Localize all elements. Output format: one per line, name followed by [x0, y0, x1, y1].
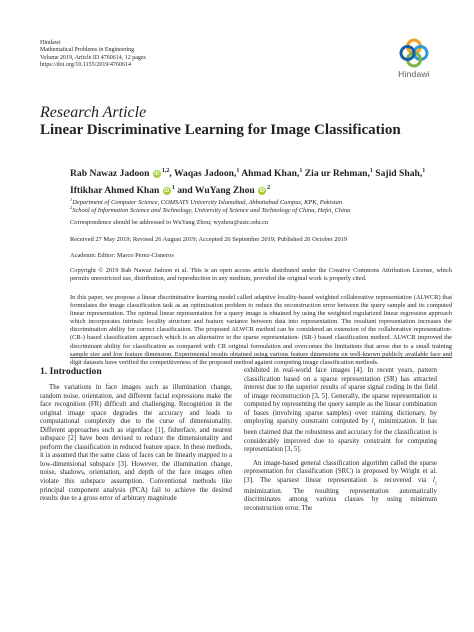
- author-affiliation-sup: 1: [369, 168, 373, 174]
- paragraph-text: minimization. It has been claimed that the robustness and accuracy for the classification is considerably improved due to sparsity constraint for computing representation [3, 5].: [244, 418, 437, 454]
- math-symbol: l: [371, 418, 374, 426]
- volume-line: Volume 2019, Article ID 4760614, 12 pages: [40, 54, 146, 61]
- doi-link[interactable]: https://doi.org/10.1155/2019/4760614: [40, 62, 132, 69]
- author-affiliation-sup: 1: [422, 168, 426, 174]
- hindawi-logo-icon: [399, 38, 429, 68]
- journal-header: [40, 40, 146, 70]
- hindawi-logo: [393, 38, 435, 79]
- author-line-1: Rab Nawaz Jadoon iD $^{1,2}$, Waqas Jadoon,$^1$ Ahmad Khan,$^1$ Zia ur Rehman,$^1$ Sajid Shah,$^1$: [70, 168, 426, 180]
- left-column-paragraph: The variations in face images such as illumination change, random noise, orientation, and different facial expressions make the face recognition (FR) difficult and challenging. Recognition in the original image space degrades the accuracy and leads to computational complexity due to the curse of dimensionality. Different approaches such as eigenface [1], fisherface, and nearest subspace [2] have been devised to reduce the dimensionality and perform the classification in reduced feature space. In these methods, it is assumed that the same class of faces can be linearly mapped to a low-dimensional subspace [3]. However, the illumination change, noise, shadows, orientation, and depth of the face images often violate this subspace assumption. Conventional methods like principal component analysis (PCA) fail to achieve the desired results due to a gross error of arbitrary magnitude: [40, 384, 232, 503]
- author-name[interactable]: Iftikhar Ahmed Khan: [70, 185, 160, 197]
- affiliation-number: 2: [70, 205, 73, 210]
- author-name[interactable]: Rab Nawaz Jadoon: [70, 168, 150, 180]
- article-title: Linear Discriminative Learning for Image Classification: [40, 122, 401, 138]
- right-column-paragraph-1: [244, 367, 437, 455]
- math-symbol: l: [432, 476, 435, 484]
- affiliation-text: Department of Computer Science, COMSATS University Islamabad, Abbottabad Campus, KPK, Pakistan: [72, 199, 343, 207]
- correspondence: Correspondence should be addressed to WuYang Zhou; wyzhou@ustc.edu.cn: [70, 219, 269, 226]
- author-affiliation-sup: 1: [171, 185, 175, 192]
- right-column: [244, 367, 437, 514]
- paragraph-text: exhibited in real-world face images [4]. In recent years, pattern classification based on a sparse representation (SR) has attracted interest due to the superior results of sparse signal coding in the field of image reconstruction [3, 5]. Generally, the sparse representation is computed by representing the query sample as the linear combination of bases (involving sparse samples) over training dictionary, by employing sparsity constraint computed by: [244, 367, 437, 426]
- math-subscript: 1: [373, 421, 376, 427]
- journal-name: Mathematical Problems in Engineering: [40, 47, 135, 54]
- author-affiliation-sup: 1: [299, 168, 303, 174]
- hindawi-logo-text: Hindawi: [398, 69, 430, 79]
- section-heading: 1. Introduction: [40, 366, 102, 377]
- orcid-icon[interactable]: iD: [164, 188, 170, 195]
- author-name[interactable]: Ahmad Khan,: [241, 168, 300, 180]
- publisher-name: Hindawi: [40, 40, 61, 46]
- paragraph-text: An image-based general classification algorithm called the sparse representation for classification (SRC) is proposed by Wright et al. [3]. The sparsest linear representation is recovered via: [244, 459, 437, 484]
- right-column-paragraph-2: [244, 460, 437, 514]
- article-type: Research Article: [40, 104, 147, 121]
- abstract: In this paper, we propose a linear discriminative learning model called adaptive locality-based weighted collaborative representation (ALWCR) that formulates the image classification task as an optimization problem to reduce the reconstruction error between the query sample and its computed linear representation. The optimal linear representation for a query image is obtained by using the weighted regularized linear regression approach which incorporates intrinsic locality structure and feature variance between data into representation. The resultant representation increases the discrimination ability for correct classification. The proposed ALWCR method can be considered an extension of the collaborative representation- (CR-) based classification approach which is an alternative to the sparse representation- (SR-) based classification method. ALWCR improved the discriminant ability for classification as compared with CR original formulation and overcomes the limitations that arose due to a small training sample size and low feature dimension. Experimental results obtained using various feature dimensions on well-known publicly available face and digit datasets have verified the competitiveness of the proposed method against competing image classification methods.: [70, 294, 452, 366]
- orcid-icon[interactable]: iD: [154, 170, 160, 177]
- author-name[interactable]: Sajid Shah,: [375, 168, 423, 180]
- abstract-divider: [70, 357, 452, 358]
- author-name[interactable]: and WuYang Zhou: [177, 185, 255, 197]
- author-affiliation-sup: 1,2: [161, 168, 170, 174]
- author-affiliation-sup: 2: [267, 185, 271, 192]
- affiliation-number: 1: [70, 197, 73, 202]
- orcid-icon[interactable]: iD: [259, 188, 265, 195]
- paragraph-text: minimization. The resulting representation automatically discriminates among various classes by using minimum reconstruction error. The: [244, 487, 437, 512]
- publication-dates: Received 27 May 2019; Revised 26 August 2019; Accepted 20 September 2019; Published 20 October 2019: [70, 236, 348, 243]
- affiliation-text: School of Information Science and Technology, University of Science and Technology of China, Hefei, China: [72, 207, 351, 215]
- academic-editor: Academic Editor: Marco Perez-Cisneros: [70, 252, 174, 259]
- affiliation-2: [70, 204, 450, 215]
- math-subscript: 1: [434, 480, 437, 486]
- author-name[interactable]: Waqas Jadoon,: [173, 168, 237, 180]
- author-list: [70, 164, 450, 198]
- author-affiliation-sup: 1: [236, 168, 240, 174]
- copyright-notice: Copyright © 2019 Rab Nawaz Jadoon et al. This is an open access article distributed under the Creative Commons Attribution License, which permits unrestricted use, distribution, and reproduction in any medium, provided the original work is properly cited.: [70, 267, 452, 283]
- author-name[interactable]: Zia ur Rehman,: [304, 168, 370, 180]
